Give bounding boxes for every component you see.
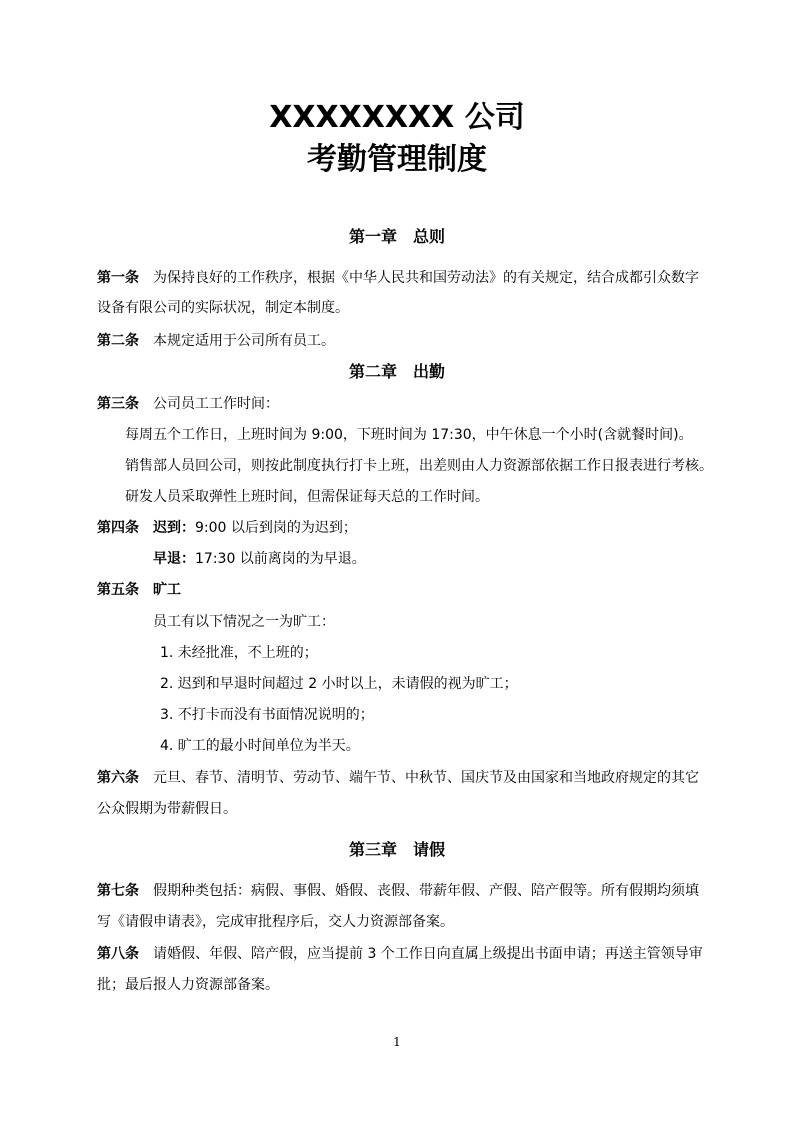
article-4-line-2: [153, 549, 366, 569]
company-title: XXXXXXXX 公司: [269, 100, 525, 135]
list-item: 1. 未经批准，不上班的；: [160, 645, 318, 661]
article-text: 请婚假、年假、陪产假，应当提前 3 个工作日向直属上级提出书面申请；再送主管领导审: [153, 946, 703, 962]
list-item: 2. 迟到和早退时间超过 2 小时以上，未请假的视为旷工；: [160, 676, 518, 692]
article-text: 为保持良好的工作秩序，根据《中华人民共和国劳动法》的有关规定，结合成都引众数字: [153, 270, 699, 286]
article-3-paragraph-1: 每周五个工作日，上班时间为 9:00，下班时间为 17:30，中午休息一个小时(含就餐时间)。: [125, 427, 693, 443]
article-text: 本规定适用于公司所有员工。: [153, 333, 335, 349]
article-3-paragraph-2: 销售部人员回公司，则按此制度执行打卡上班，出差则由人力资源部依据工作日报表进行考核。: [125, 458, 713, 474]
article-7-line-2: 写《请假申请表》，完成审批程序后，交人力资源部备案。: [97, 914, 454, 930]
article-label: 第八条: [97, 946, 139, 962]
chapter-number: 第一章: [348, 227, 397, 246]
article-8-line-1: [97, 944, 703, 964]
chapter-number: 第三章: [348, 840, 397, 859]
article-2-line-1: [97, 331, 335, 351]
chapter-title: 总则: [413, 227, 446, 246]
article-1-line-2: 设备有限公司的实际状况，制定本制度。: [97, 300, 349, 316]
article-5-line-1: [97, 580, 181, 600]
late-text: 9:00 以后到岗的为迟到；: [195, 520, 357, 536]
article-label: 第三条: [97, 396, 139, 412]
article-label: 第二条: [97, 333, 139, 349]
article-8-line-2: 批；最后报人力资源部备案。: [97, 977, 279, 993]
chapter-1-heading: [0, 227, 794, 247]
article-6-line-1: [97, 768, 699, 788]
chapter-title: 出勤: [413, 362, 446, 381]
list-item: 4. 旷工的最小时间单位为半天。: [160, 738, 360, 754]
article-4-line-1: [97, 518, 357, 538]
late-term: 迟到：: [153, 520, 195, 536]
article-text: 元旦、春节、清明节、劳动节、端午节、中秋节、国庆节及由国家和当地政府规定的其它: [153, 770, 699, 786]
article-heading: 旷工: [153, 582, 181, 598]
article-3-paragraph-3: 研发人员采取弹性上班时间，但需保证每天总的工作时间。: [125, 489, 489, 505]
article-label: 第五条: [97, 582, 139, 598]
article-label: 第六条: [97, 770, 139, 786]
early-term: 早退：: [153, 551, 195, 567]
article-label: 第一条: [97, 270, 139, 286]
article-label: 第四条: [97, 520, 139, 536]
article-1-line-1: [97, 268, 699, 288]
article-text: 公司员工工作时间：: [153, 396, 279, 412]
article-7-line-1: [97, 881, 699, 901]
chapter-3-heading: [0, 840, 794, 860]
document-title: 考勤管理制度: [307, 142, 487, 177]
article-label: 第七条: [97, 883, 139, 899]
chapter-number: 第二章: [348, 362, 397, 381]
chapter-2-heading: [0, 362, 794, 382]
early-text: 17:30 以前离岗的为早退。: [195, 551, 366, 567]
article-6-line-2: 公众假期为带薪假日。: [97, 801, 237, 817]
chapter-title: 请假: [413, 840, 446, 859]
page-number: 1: [393, 1035, 401, 1049]
article-text: 假期种类包括：病假、事假、婚假、丧假、带薪年假、产假、陪产假等。所有假期均须填: [153, 883, 699, 899]
article-5-intro: 员工有以下情况之一为旷工：: [153, 614, 335, 630]
list-item: 3. 不打卡而没有书面情况说明的；: [160, 707, 374, 723]
article-3-line-1: [97, 394, 279, 414]
